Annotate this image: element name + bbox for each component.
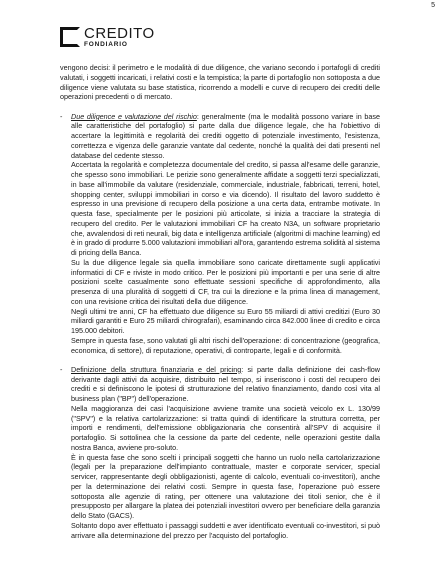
logo-name: CREDITO bbox=[84, 25, 155, 42]
intro-paragraph: vengono decisi: il perimetro e le modalità di due diligence, che variano secondo i portafogli di crediti valutati, i soggetti incaricati, i relativi costi e la tempistica; la parte di portafoglio non sottoposta a due diligence viene valutata su base statistica, ricorrendo a modelli e curve di recupero dei crediti delle operazioni precedenti o di mercato. bbox=[60, 63, 380, 102]
section-paragraph: Nella maggioranza dei casi l'acquisizione avviene tramite una società veicolo ex L. 130/99 ("SPV") e la relativa cartolarizzazione: si tratta quindi di identificare la struttura corretta, per importi e rendimenti, dell'emissione obbligazionaria che consentirà all'SPV di acquisire il portafoglio. Si sottolinea che la cessione da parte del cedente, nelle operazioni gestite dalla nostra Banca, avviene pro-soluto. bbox=[71, 403, 380, 452]
section-paragraph: Soltanto dopo aver effettuato i passaggi suddetti e aver identificato eventuali co-investitori, si può arrivare alla determinazione del prezzo per l'acquisto del portafoglio. bbox=[71, 520, 380, 540]
section-paragraph: Negli ultimi tre anni, CF ha effettuato due diligence su Euro 55 miliardi di attivi creditizi (Euro 30 miliardi garantiti e Euro 25 miliardi chirografari), esaminando circa 842.000 linee di credito e circa 195.000 debitori. bbox=[71, 306, 380, 335]
bullet-marker: - bbox=[60, 111, 63, 121]
section-due-diligence bbox=[60, 112, 380, 356]
section-structure-pricing bbox=[60, 365, 380, 541]
section-heading: Due diligence e valutazione del rischio bbox=[71, 111, 197, 121]
document-body bbox=[60, 63, 380, 550]
section-paragraph bbox=[71, 365, 380, 404]
section-paragraph: Accertata la regolarità e completezza documentale del credito, si passa all'esame delle garanzie, che spesso sono immobiliari. Le perizie sono generalmente affidate a soggetti terzi specializzati, in base all'immobile da valutare (residenziale, commerciale, industriale, fabbricati, terreni, hotel, shopping center, sviluppi immobiliari in corso e via dicendo). Il risultato del lavoro suddetto è espresso in una previsione di recupero della posizione a una certa data, entrambe motivate. In questa fase, specialmente per le posizioni più articolate, si inizia a tracciare la strategia di recupero del credito. Per le valutazioni immobiliari CF ha creato N3A, un software proprietario che, avvalendosi di reti neurali, big data e intelligenza artificiale (algoritmi di machine learning) ed è in grado di produrre 5.000 valutazioni immobiliari all'ora, garantendo estrema solidità al sistema di pricing della Banca. bbox=[71, 160, 380, 257]
section-text: : generalmente (ma le modalità possono variare in base alle caratteristiche del portafoglio) si parte dalla due diligence legale, che ha l'obiettivo di accertare la legittimità e regolarità dei crediti oggetto di potenziale investimento, l'esistenza, correttezza e vigenza delle garanzie vantate dal cedente, nonché la qualità dei dati presenti nel database del cedente stesso. bbox=[71, 111, 380, 160]
section-text: : si parte dalla definizione dei cash-flow derivante dagli attivi da acquisire, distribuito nel tempo, si inseriscono i costi del recupero dei crediti e si definiscono le ipotesi di strutturazione del relativo finanziamento, dando così vita al business plan ("BP") dell'operazione. bbox=[71, 364, 380, 403]
logo-mark-icon bbox=[60, 27, 80, 47]
section-paragraph: È in questa fase che sono scelti i principali soggetti che hanno un ruolo nella cartolarizzazione (legali per la preparazione dell'impianto contrattuale, master e corporate servicer, special servicer, rappresentante degli obbligazionisti, agente di calcolo, eventuali co-investitori), anche per la determinazione dei relativi costi. Sempre in questa fase, l'operazione può essere sottoposta alle agenzie di rating, per ottenere una valutazione dei titoli senior, che è il presupposto per allargare la platea dei potenziali investitori ovvero per beneficiare della garanzia dello Stato (GACS). bbox=[71, 452, 380, 520]
section-heading: Definizione della struttura finanziaria e del pricing bbox=[71, 364, 242, 374]
bullet-marker: - bbox=[60, 364, 63, 374]
logo-subtitle: FONDIARIO bbox=[84, 41, 128, 48]
page-number: 5 bbox=[431, 2, 435, 9]
credito-fondiario-logo bbox=[60, 26, 155, 49]
section-paragraph: Sempre in questa fase, sono valutati gli altri rischi dell'operazione: di concentrazione (geografica, economica, di settore), di reputazione, operativi, di controparte, legali e di conformità. bbox=[71, 335, 380, 355]
section-paragraph: Su la due diligence legale sia quella immobiliare sono caricate direttamente sugli applicativi informatici di CF e riviste in modo critico. Per le posizioni più importanti e per una serie di altre posizioni scelte casualmente sono effettuate sessioni specifiche di approfondimento, alla presenza di una pluralità di soggetti di CF, tra cui la direzione e la prima linea di management, con una revisione critica dei risultati della due diligence. bbox=[71, 257, 380, 306]
section-paragraph bbox=[71, 112, 380, 161]
